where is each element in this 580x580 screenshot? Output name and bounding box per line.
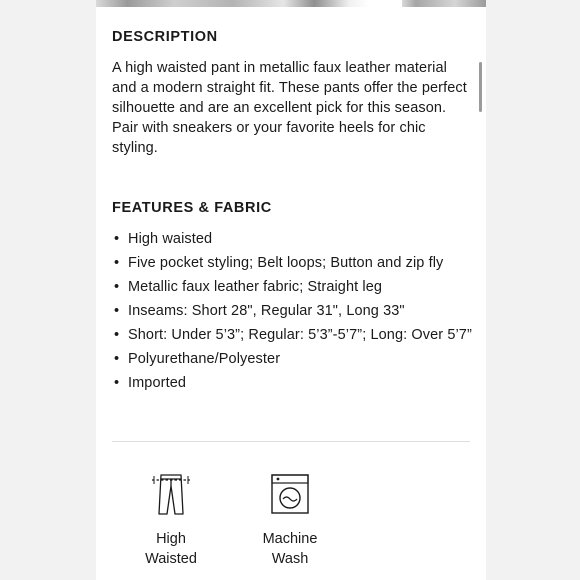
bullet-icon: • xyxy=(114,255,120,271)
feature-text: Metallic faux leather fabric; Straight leg xyxy=(128,279,383,295)
care-item-machine-wash xyxy=(245,470,335,569)
product-image-strip xyxy=(96,0,486,7)
high-waisted-pants-icon xyxy=(149,470,193,518)
feature-text: Short: Under 5’3”; Regular: 5’3”-5’7”; Long: Over 5’7” xyxy=(128,327,472,343)
features-list xyxy=(112,229,474,397)
description-heading: DESCRIPTION xyxy=(112,29,218,45)
care-item-high-waisted xyxy=(126,470,216,569)
bullet-icon: • xyxy=(114,351,120,367)
bullet-icon: • xyxy=(114,279,120,295)
feature-text: Imported xyxy=(128,375,187,391)
feature-text: Inseams: Short 28", Regular 31", Long 33" xyxy=(128,303,405,319)
list-item xyxy=(112,325,474,345)
list-item xyxy=(112,301,474,321)
care-label xyxy=(245,529,335,569)
bullet-icon: • xyxy=(114,375,120,391)
care-label-line2: Wash xyxy=(271,551,309,567)
product-image-gap xyxy=(386,0,402,7)
care-label-line2: Waisted xyxy=(145,551,197,567)
section-divider xyxy=(112,441,470,442)
features-heading: FEATURES & FABRIC xyxy=(112,200,272,216)
list-item xyxy=(112,373,474,393)
scrollbar-thumb[interactable] xyxy=(479,62,482,112)
care-label-line1: Machine xyxy=(262,531,318,547)
product-details-panel xyxy=(96,0,486,580)
feature-text: Polyurethane/Polyester xyxy=(128,351,281,367)
care-label xyxy=(126,529,216,569)
list-item xyxy=(112,229,474,249)
feature-text: Five pocket styling; Belt loops; Button and zip fly xyxy=(128,255,444,271)
bullet-icon: • xyxy=(114,231,120,247)
feature-text: High waisted xyxy=(128,231,213,247)
list-item xyxy=(112,277,474,297)
list-item xyxy=(112,253,474,273)
care-label-line1: High xyxy=(156,531,186,547)
list-item xyxy=(112,349,474,369)
bullet-icon: • xyxy=(114,303,120,319)
description-text: A high waisted pant in metallic faux leather material and a modern straight fit. These pants offer the perfect silhouette and are an excellent pick for this season. Pair with sneakers or your favorite heels for chic styling. xyxy=(112,60,467,156)
machine-wash-icon xyxy=(268,470,312,518)
bullet-icon: • xyxy=(114,327,120,343)
